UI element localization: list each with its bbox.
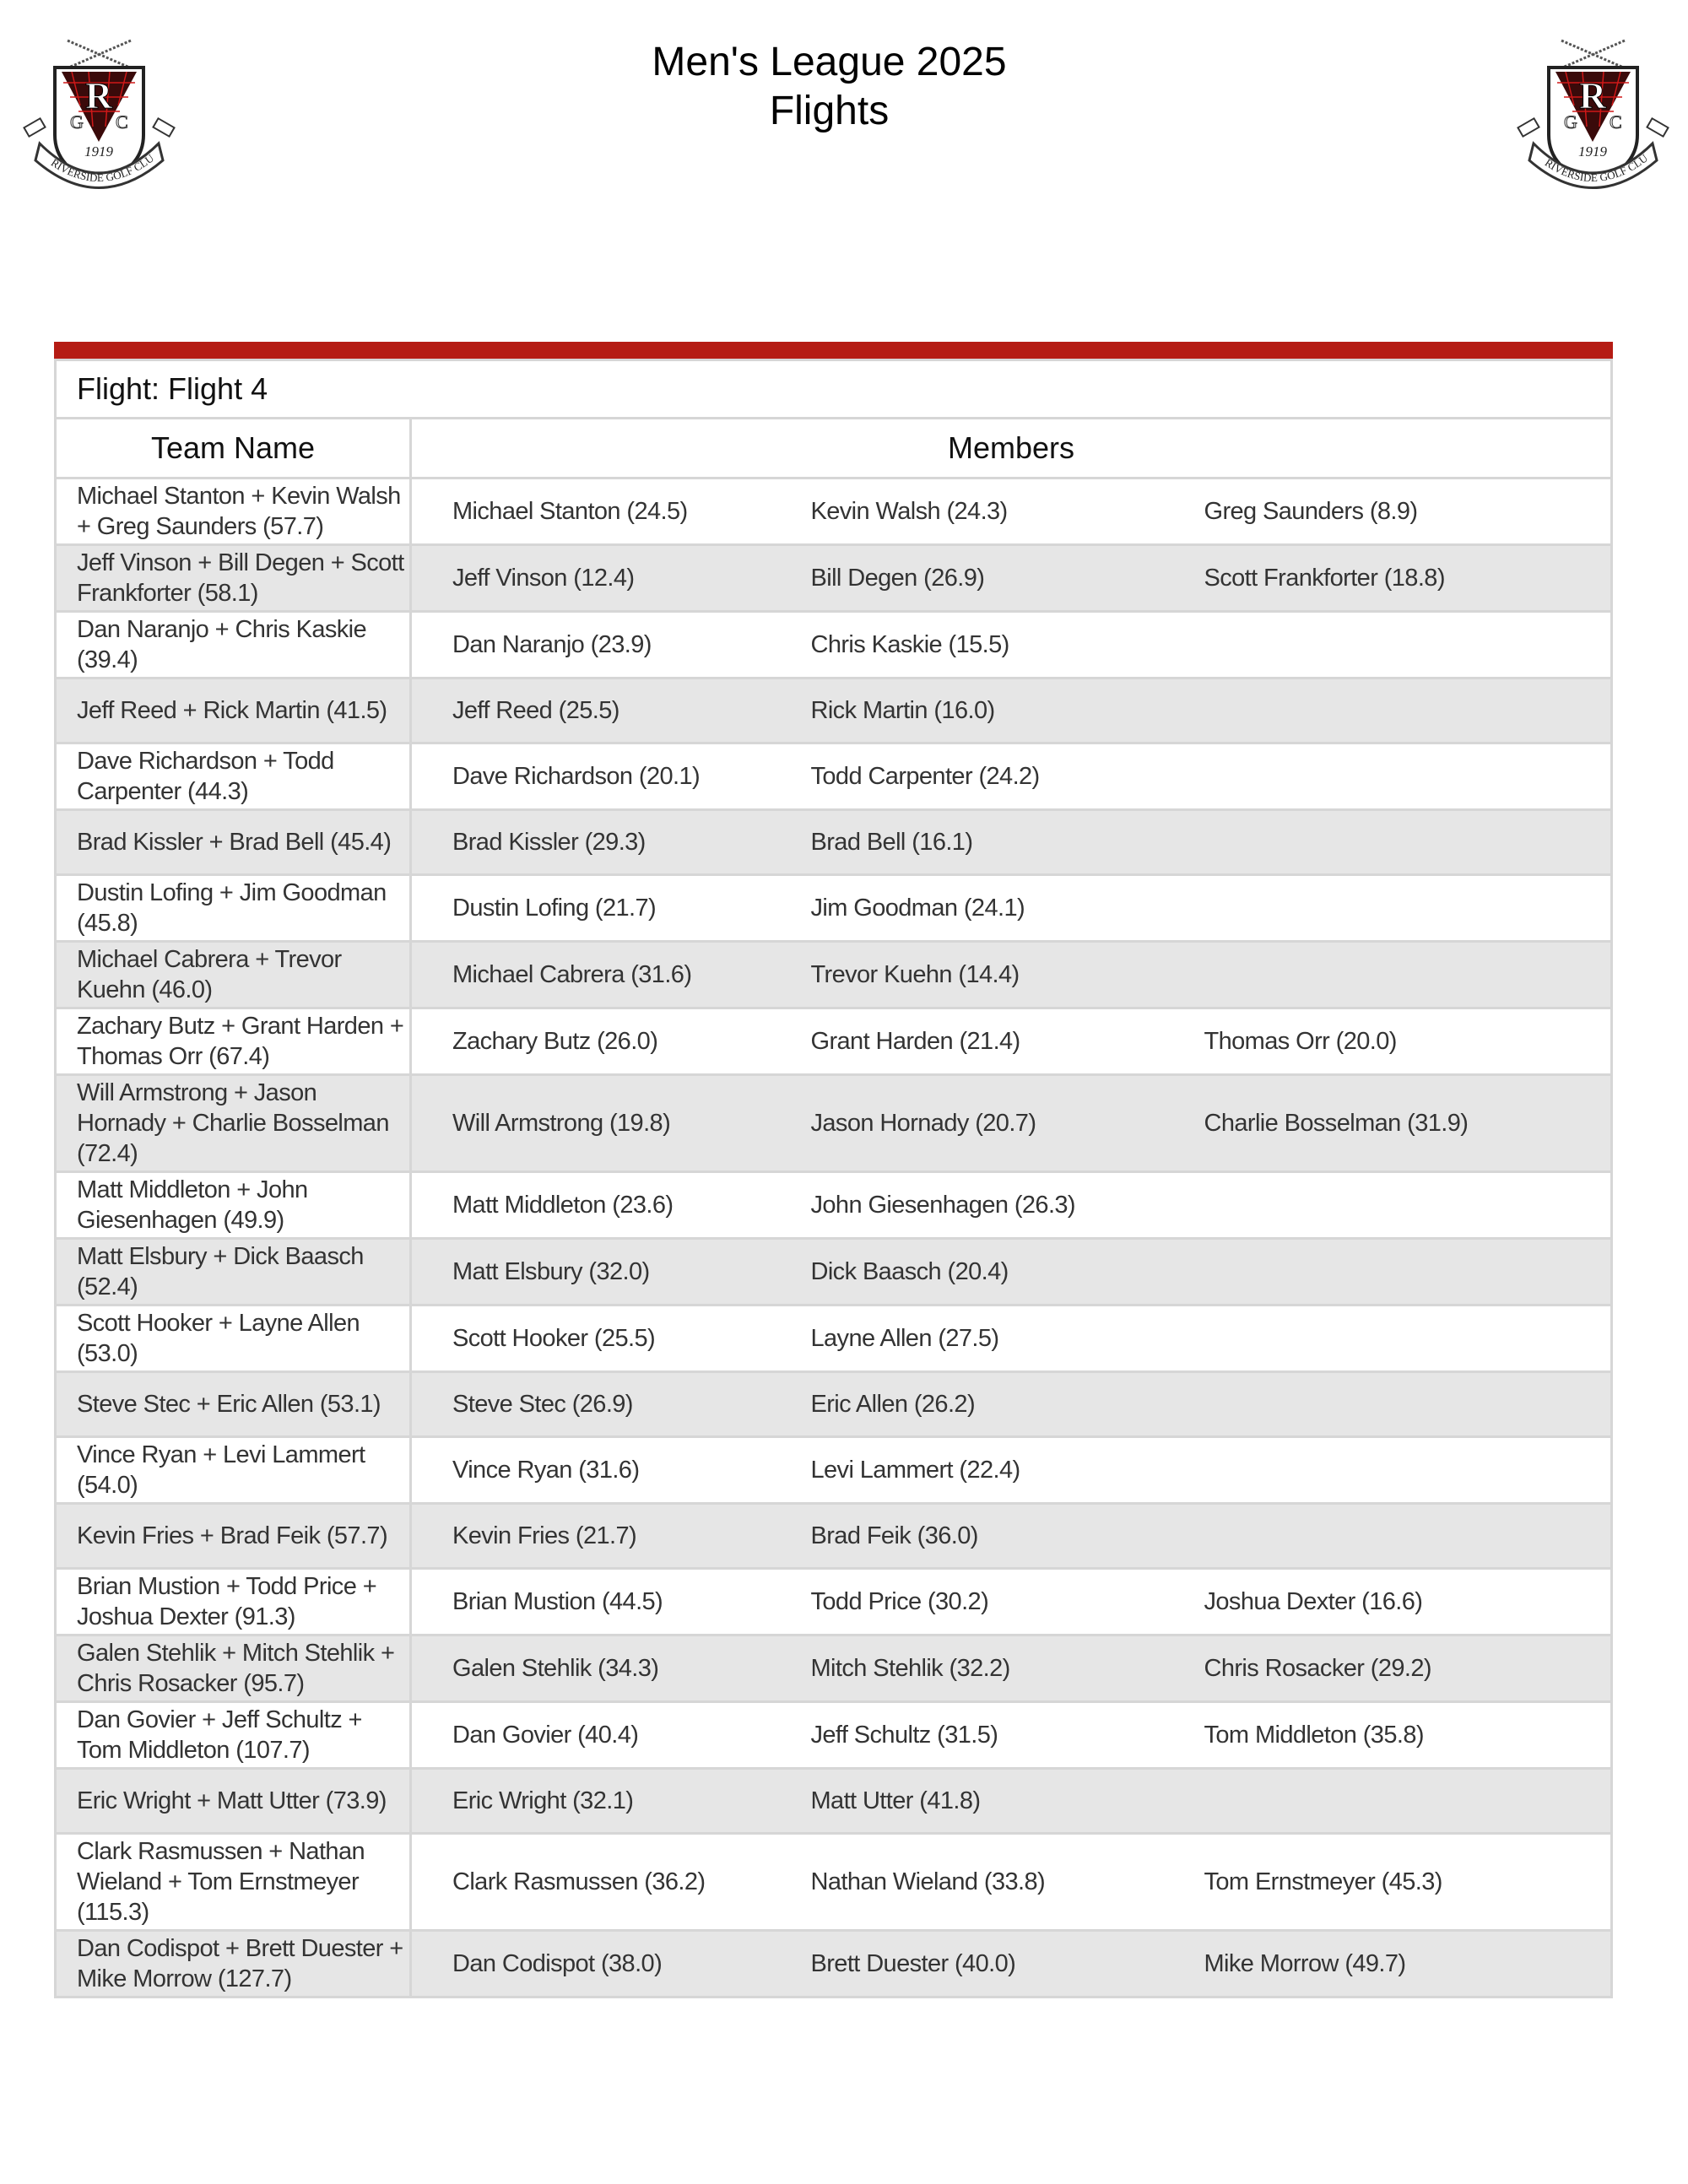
team-name: Matt Middleton + John Giesenhagen (49.9)	[56, 1172, 411, 1239]
team-member: Steve Stec (26.9)	[411, 1372, 811, 1437]
team-member: Brad Feik (36.0)	[811, 1504, 1204, 1569]
team-member	[1204, 1437, 1612, 1504]
table-row	[56, 1437, 1612, 1504]
team-member: Galen Stehlik (34.3)	[411, 1635, 811, 1702]
team-name: Will Armstrong + Jason Hornady + Charlie Bosselman (72.4)	[56, 1075, 411, 1172]
team-name: Galen Stehlik + Mitch Stehlik + Chris Rosacker (95.7)	[56, 1635, 411, 1702]
table-row	[56, 1008, 1612, 1075]
svg-text:RIVERSIDE GOLF CLUB: RIVERSIDE GOLF CLU	[1542, 151, 1651, 185]
team-member: Trevor Kuehn (14.4)	[811, 942, 1204, 1008]
table-row	[56, 1075, 1612, 1172]
team-member: Grant Harden (21.4)	[811, 1008, 1204, 1075]
team-member: Dustin Lofing (21.7)	[411, 875, 811, 942]
team-name: Brian Mustion + Todd Price + Joshua Dexter (91.3)	[56, 1569, 411, 1635]
team-member: Thomas Orr (20.0)	[1204, 1008, 1612, 1075]
team-name: Kevin Fries + Brad Feik (57.7)	[56, 1504, 411, 1569]
table-row	[56, 478, 1612, 545]
svg-text:R: R	[85, 75, 112, 116]
table-row	[56, 678, 1612, 743]
team-member: Jim Goodman (24.1)	[811, 875, 1204, 942]
team-member: Brad Bell (16.1)	[811, 810, 1204, 875]
team-member	[1204, 678, 1612, 743]
title-line-1: Men's League 2025	[652, 40, 1007, 84]
table-row	[56, 1931, 1612, 1997]
team-name: Clark Rasmussen + Nathan Wieland + Tom Ernstmeyer (115.3)	[56, 1834, 411, 1931]
team-name: Dustin Lofing + Jim Goodman (45.8)	[56, 875, 411, 942]
team-name: Dan Naranjo + Chris Kaskie (39.4)	[56, 612, 411, 678]
team-member: Mitch Stehlik (32.2)	[811, 1635, 1204, 1702]
team-member: Michael Cabrera (31.6)	[411, 942, 811, 1008]
team-member	[1204, 875, 1612, 942]
team-member: Brian Mustion (44.5)	[411, 1569, 811, 1635]
team-member: Layne Allen (27.5)	[811, 1306, 1204, 1372]
page-title	[0, 38, 1658, 136]
table-row	[56, 1702, 1612, 1769]
team-member: Dave Richardson (20.1)	[411, 743, 811, 810]
team-name: Vince Ryan + Levi Lammert (54.0)	[56, 1437, 411, 1504]
svg-text:C: C	[116, 111, 128, 132]
team-member: Scott Frankforter (18.8)	[1204, 545, 1612, 612]
table-row	[56, 875, 1612, 942]
team-member	[1204, 810, 1612, 875]
team-member	[1204, 1172, 1612, 1239]
team-member: Brad Kissler (29.3)	[411, 810, 811, 875]
team-member: Dan Codispot (38.0)	[411, 1931, 811, 1997]
team-name: Scott Hooker + Layne Allen (53.0)	[56, 1306, 411, 1372]
title-line-2: Flights	[769, 89, 890, 133]
team-member: Todd Price (30.2)	[811, 1569, 1204, 1635]
team-member: Vince Ryan (31.6)	[411, 1437, 811, 1504]
team-member: Zachary Butz (26.0)	[411, 1008, 811, 1075]
team-member: Scott Hooker (25.5)	[411, 1306, 811, 1372]
team-member: Todd Carpenter (24.2)	[811, 743, 1204, 810]
table-row	[56, 1769, 1612, 1834]
team-member	[1204, 743, 1612, 810]
table-row	[56, 1239, 1612, 1306]
team-name: Jeff Reed + Rick Martin (41.5)	[56, 678, 411, 743]
team-member: Jeff Reed (25.5)	[411, 678, 811, 743]
team-member: Jeff Schultz (31.5)	[811, 1702, 1204, 1769]
accent-bar	[54, 342, 1613, 359]
team-member	[1204, 942, 1612, 1008]
team-member: Will Armstrong (19.8)	[411, 1075, 811, 1172]
team-member: Matt Utter (41.8)	[811, 1769, 1204, 1834]
team-member	[1204, 1306, 1612, 1372]
svg-text:1919: 1919	[1578, 143, 1607, 159]
table-row	[56, 1834, 1612, 1931]
team-name: Matt Elsbury + Dick Baasch (52.4)	[56, 1239, 411, 1306]
team-name: Steve Stec + Eric Allen (53.1)	[56, 1372, 411, 1437]
svg-text:G: G	[70, 111, 84, 132]
svg-text:RIVERSIDE GOLF CLUB: RIVERSIDE GOLF CLU	[48, 151, 157, 185]
svg-text:C: C	[1610, 111, 1622, 132]
team-name: Dave Richardson + Todd Carpenter (44.3)	[56, 743, 411, 810]
team-member	[1204, 1504, 1612, 1569]
team-member: Greg Saunders (8.9)	[1204, 478, 1612, 545]
team-member: Dick Baasch (20.4)	[811, 1239, 1204, 1306]
flight-label: Flight: Flight 4	[56, 360, 1612, 419]
team-member: Tom Ernstmeyer (45.3)	[1204, 1834, 1612, 1931]
team-member: Matt Elsbury (32.0)	[411, 1239, 811, 1306]
team-member: Kevin Fries (21.7)	[411, 1504, 811, 1569]
team-member: Chris Rosacker (29.2)	[1204, 1635, 1612, 1702]
flight-table	[54, 359, 1613, 1998]
team-member: Tom Middleton (35.8)	[1204, 1702, 1612, 1769]
team-member: Jason Hornady (20.7)	[811, 1075, 1204, 1172]
team-member: Bill Degen (26.9)	[811, 545, 1204, 612]
table-row	[56, 1504, 1612, 1569]
team-member: Joshua Dexter (16.6)	[1204, 1569, 1612, 1635]
svg-text:G: G	[1564, 111, 1577, 132]
team-member: Mike Morrow (49.7)	[1204, 1931, 1612, 1997]
team-member: Dan Naranjo (23.9)	[411, 612, 811, 678]
team-member: Nathan Wieland (33.8)	[811, 1834, 1204, 1931]
team-member: Eric Allen (26.2)	[811, 1372, 1204, 1437]
table-row	[56, 1172, 1612, 1239]
table-row	[56, 1372, 1612, 1437]
table-row	[56, 810, 1612, 875]
team-member: Michael Stanton (24.5)	[411, 478, 811, 545]
team-name: Zachary Butz + Grant Harden + Thomas Orr (67.4)	[56, 1008, 411, 1075]
column-header-team: Team Name	[56, 419, 411, 478]
team-member	[1204, 1769, 1612, 1834]
column-header-members: Members	[411, 419, 1612, 478]
table-row	[56, 1569, 1612, 1635]
team-member: Charlie Bosselman (31.9)	[1204, 1075, 1612, 1172]
table-row	[56, 942, 1612, 1008]
team-member: Rick Martin (16.0)	[811, 678, 1204, 743]
svg-text:1919: 1919	[84, 143, 113, 159]
team-member: Eric Wright (32.1)	[411, 1769, 811, 1834]
team-member: Levi Lammert (22.4)	[811, 1437, 1204, 1504]
team-member: Chris Kaskie (15.5)	[811, 612, 1204, 678]
team-name: Dan Codispot + Brett Duester + Mike Morrow (127.7)	[56, 1931, 411, 1997]
flight-table-container	[54, 342, 1613, 1998]
team-member	[1204, 612, 1612, 678]
team-name: Jeff Vinson + Bill Degen + Scott Frankforter (58.1)	[56, 545, 411, 612]
team-member: Dan Govier (40.4)	[411, 1702, 811, 1769]
team-name: Brad Kissler + Brad Bell (45.4)	[56, 810, 411, 875]
table-row	[56, 743, 1612, 810]
table-row	[56, 612, 1612, 678]
team-name: Michael Stanton + Kevin Walsh + Greg Saunders (57.7)	[56, 478, 411, 545]
team-member: Clark Rasmussen (36.2)	[411, 1834, 811, 1931]
team-member	[1204, 1239, 1612, 1306]
team-member: Jeff Vinson (12.4)	[411, 545, 811, 612]
team-name: Dan Govier + Jeff Schultz + Tom Middleton (107.7)	[56, 1702, 411, 1769]
team-member: Brett Duester (40.0)	[811, 1931, 1204, 1997]
team-member: John Giesenhagen (26.3)	[811, 1172, 1204, 1239]
team-member: Matt Middleton (23.6)	[411, 1172, 811, 1239]
team-name: Michael Cabrera + Trevor Kuehn (46.0)	[56, 942, 411, 1008]
table-row	[56, 1635, 1612, 1702]
table-row	[56, 1306, 1612, 1372]
team-member: Kevin Walsh (24.3)	[811, 478, 1204, 545]
team-name: Eric Wright + Matt Utter (73.9)	[56, 1769, 411, 1834]
svg-text:R: R	[1579, 75, 1606, 116]
table-row	[56, 545, 1612, 612]
team-member	[1204, 1372, 1612, 1437]
